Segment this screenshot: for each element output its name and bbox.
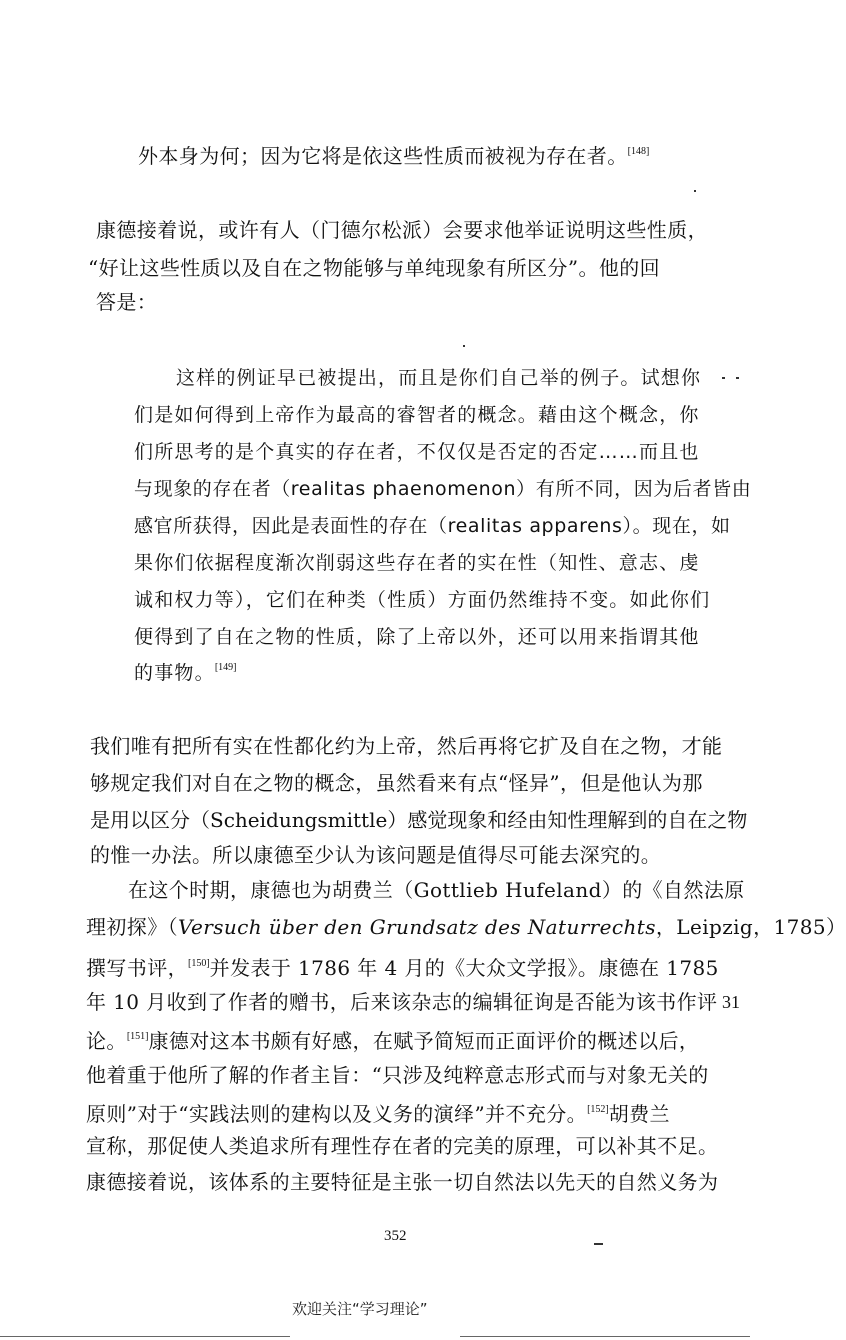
text-run: ，Leipzig，1785） <box>655 915 846 939</box>
quote-line: 便得到了自在之物的性质，除了上帝以外，还可以用来指谓其他 <box>134 626 700 648</box>
footnote-150: [150] <box>188 958 210 969</box>
scan-speck <box>694 190 696 192</box>
footer-note: 欢迎关注“学习理论” <box>292 1300 428 1318</box>
quote-line: 与现象的存在者（realitas phaenomenon）有所不同，因为后者皆由 <box>134 478 752 500</box>
scan-speck <box>463 345 465 347</box>
paragraph-line: 是用以区分（Scheidungsmittle）感觉现象和经由知性理解到的自在之物 <box>90 808 748 832</box>
text-run: 原则”对于“实践法则的建构以及义务的演绎”并不充分。 <box>86 1102 588 1126</box>
paragraph-line <box>86 1098 670 1126</box>
paragraph-line: 他着重于他所了解的作者主旨：“只涉及纯粹意志形式而与对象无关的 <box>86 1063 709 1087</box>
paragraph-line: “好让这些性质以及自在之物能够与单纯现象有所区分”。他的回 <box>88 256 661 280</box>
paragraph-line: 在这个时期，康德也为胡费兰（Gottlieb Hufeland）的《自然法原 <box>128 878 745 902</box>
scan-edge-line <box>460 1336 750 1337</box>
paragraph-line <box>86 1025 699 1053</box>
quote-line <box>134 656 236 685</box>
page-number: 352 <box>384 1228 407 1244</box>
footnote-148: [148] <box>627 146 650 157</box>
top-paragraph-line <box>138 140 649 168</box>
quote-line: 诚和权力等），它们在种类（性质）方面仍然维持不变。如此你们 <box>134 589 711 611</box>
text-run: 并发表于 1786 年 4 月的《大众文学报》。康德在 1785 <box>209 956 719 980</box>
scan-speck <box>722 377 725 379</box>
margin-number: 31 <box>722 992 740 1012</box>
quote-last-text: 的事物。 <box>134 662 215 684</box>
paragraph-line: 够规定我们对自在之物的概念，虽然看来有点“怪异”，但是他认为那 <box>90 771 703 795</box>
footnote-152: [152] <box>587 1104 609 1115</box>
paragraph-line: 康德接着说，或许有人（门德尔松派）会要求他举证说明这些性质， <box>96 218 708 242</box>
quote-line: 们所思考的是个真实的存在者，不仅仅是否定的否定……而且也 <box>134 441 700 463</box>
footnote-149: [149] <box>214 662 237 673</box>
paragraph-line: 答是： <box>96 290 158 314</box>
paragraph-line: 年 10 月收到了作者的赠书，后来该杂志的编辑征询是否能为该书作评 <box>86 990 718 1014</box>
book-title-italic: Versuch über den Grundsatz des Naturrechts <box>178 915 656 939</box>
text-run: 论。 <box>86 1029 127 1053</box>
text-run: 理初探》（ <box>86 915 178 939</box>
top-paragraph-text: 外本身为何；因为它将是依这些性质而被视为存在者。 <box>138 144 628 168</box>
paragraph-line <box>86 952 719 980</box>
quote-line: 果你们依据程度渐次削弱这些存在者的实在性（知性、意志、虔 <box>134 552 700 574</box>
scan-speck <box>736 377 739 379</box>
quote-line: 感官所获得，因此是表面性的存在（realitas apparens）。现在，如 <box>134 515 731 537</box>
paragraph-line: 的惟一办法。所以康德至少认为该问题是值得尽可能去深究的。 <box>90 843 662 867</box>
paragraph-line: 宣称，那促使人类追求所有理性存在者的完美的原理，可以补其不足。 <box>86 1134 719 1158</box>
quote-line: 这样的例证早已被提出，而且是你们自己举的例子。试想你 <box>176 367 702 389</box>
quote-line: 们是如何得到上帝作为最高的睿智者的概念。藉由这个概念，你 <box>134 404 700 426</box>
scan-speck <box>594 1243 603 1245</box>
text-run: 康德对这本书颇有好感，在赋予简短而正面评价的概述以后， <box>148 1029 700 1053</box>
footnote-151: [151] <box>126 1031 149 1042</box>
text-run: 撰写书评， <box>86 956 188 980</box>
paragraph-line <box>86 915 846 939</box>
text-run: 胡费兰 <box>608 1102 670 1126</box>
paragraph-line: 康德接着说，该体系的主要特征是主张一切自然法以先天的自然义务为 <box>86 1170 719 1194</box>
paragraph-line: 我们唯有把所有实在性都化约为上帝，然后再将它扩及自在之物，才能 <box>90 734 723 758</box>
scan-edge-line <box>0 1336 290 1337</box>
